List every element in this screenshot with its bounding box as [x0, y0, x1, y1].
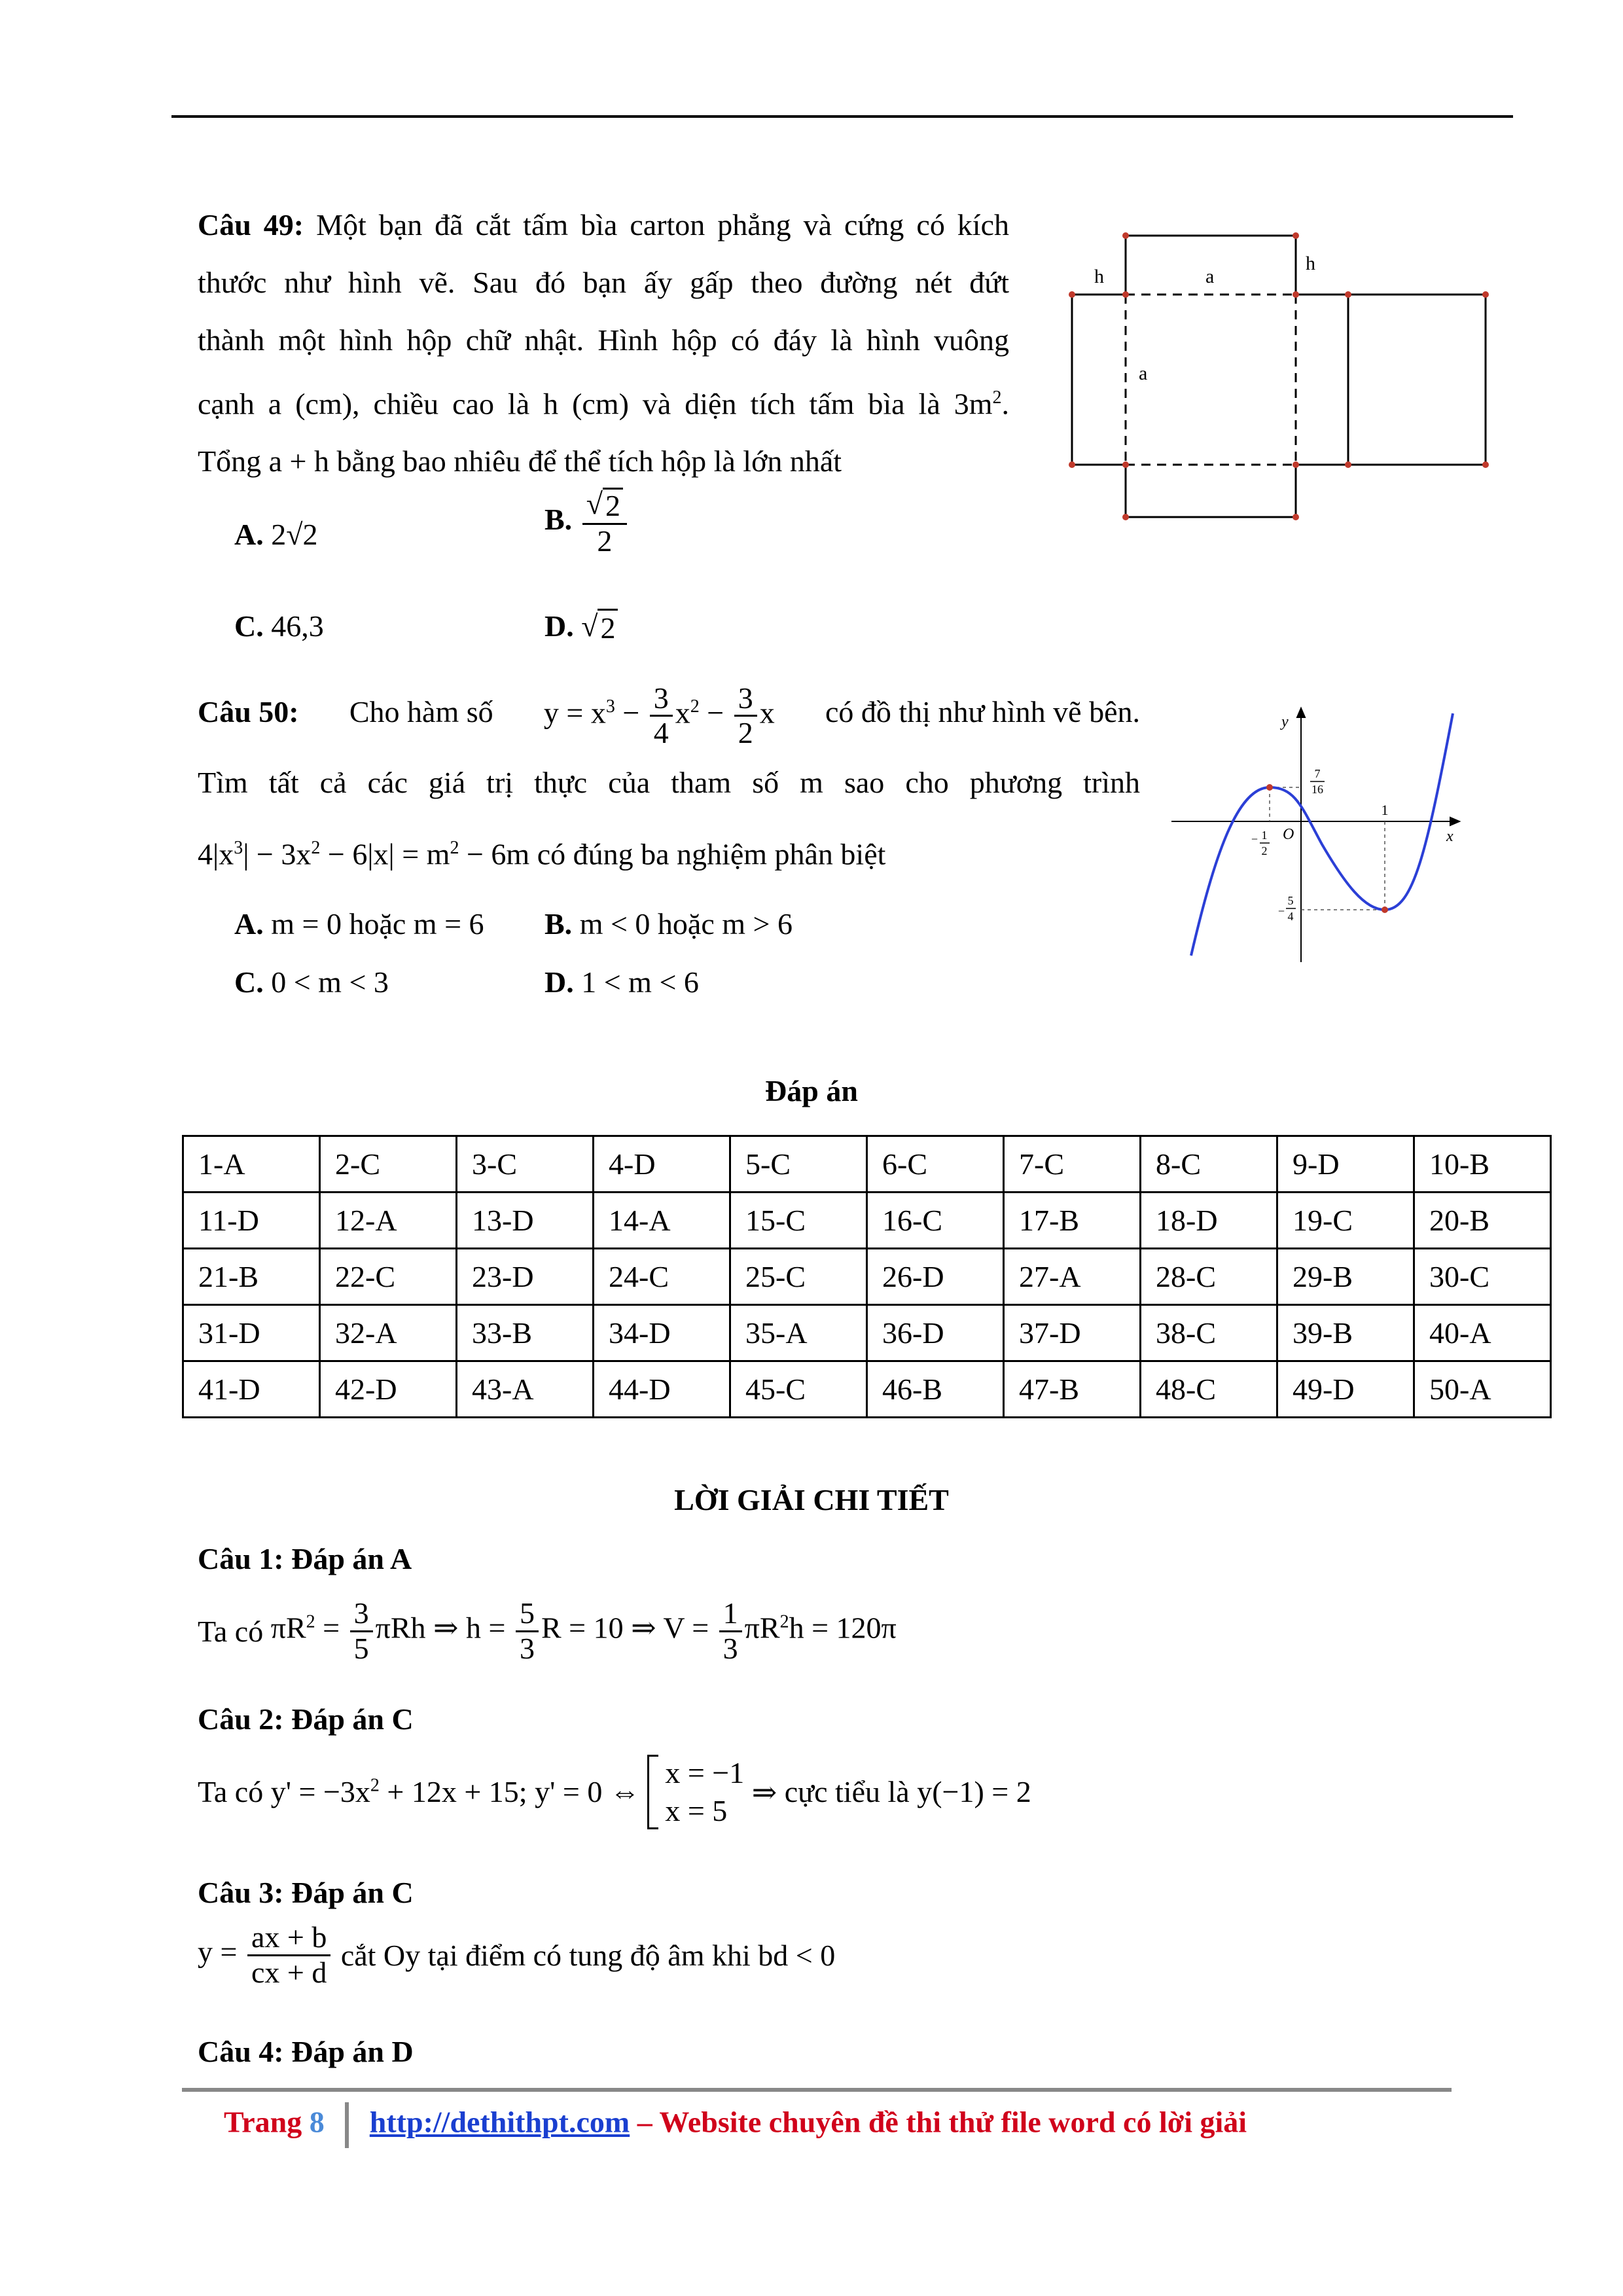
- svg-text:7: 7: [1314, 767, 1321, 780]
- answer-cell: 44-D: [594, 1361, 730, 1418]
- solution-3-body: y = $\frac{ax + b}{cx + d}$ cắt Oy tại điểm có tung độ âm khi bd < 0: [198, 1920, 836, 1989]
- answer-cell: 37-D: [1004, 1305, 1141, 1361]
- answer-cell: 21-B: [183, 1249, 320, 1305]
- q50-option-c: C. 0 < m < 3: [234, 965, 389, 999]
- answers-row: [183, 1136, 1551, 1193]
- answer-cell: 12-A: [320, 1193, 457, 1249]
- question-49: [198, 196, 1009, 490]
- answers-title: Đáp án: [765, 1074, 858, 1107]
- q49-line-5: Tổng a + h bằng bao nhiêu để thể tích hộp là lớn nhất: [198, 444, 842, 478]
- q49-option-c: C. 46,3: [234, 609, 324, 643]
- q49-option-d: D. √ 2: [544, 609, 618, 645]
- footer-tagline: – Website chuyên đề thi thử file word có lời giải: [637, 2105, 1247, 2139]
- answer-cell: 42-D: [320, 1361, 457, 1418]
- answer-cell: 26-D: [867, 1249, 1004, 1305]
- svg-text:5: 5: [1287, 894, 1294, 907]
- solution-1-heading: Câu 1: Đáp án A: [198, 1542, 412, 1575]
- answer-cell: 31-D: [183, 1305, 320, 1361]
- cubic-graph: [1165, 694, 1466, 969]
- solution-2-body: Ta có $y' = -3x^2 + 12x + 15$; y' = 0 ⇔ x = −1 x = 5 ⇒ cực tiểu là y(−1) = 2: [198, 1754, 1031, 1829]
- answers-row: [183, 1249, 1551, 1305]
- svg-text:4: 4: [1287, 910, 1294, 923]
- answer-cell: 38-C: [1141, 1305, 1277, 1361]
- fig-label-h-right: h: [1306, 253, 1315, 274]
- q50-line-3: $4|x^3| - 3x^2 - 6|x| = m^2 - 6m$ có đúng ba nghiệm phân biệt: [198, 837, 886, 871]
- q50-label: Câu 50:: [198, 694, 299, 728]
- answer-cell: 4-D: [594, 1136, 730, 1193]
- answer-cell: 45-C: [730, 1361, 867, 1418]
- answer-cell: 19-C: [1277, 1193, 1414, 1249]
- q50-option-a: A. m = 0 hoặc m = 6: [234, 907, 484, 941]
- answer-cell: 15-C: [730, 1193, 867, 1249]
- q49-label: Câu 49:: [198, 208, 304, 242]
- solution-1-body: Ta có $\pi R^2$ = $\frac{3}{5}$ πRh ⇒ h = $\frac{5}{3}$ R = 10 ⇒ V = $\frac{1}{3}$ $\pi R^2h = 120\pi$: [198, 1596, 897, 1665]
- footer-link[interactable]: http://dethithpt.com: [369, 2105, 630, 2139]
- fig-label-a-top: a: [1205, 266, 1215, 287]
- answer-cell: 18-D: [1141, 1193, 1277, 1249]
- answer-cell: 1-A: [183, 1136, 320, 1193]
- q50-line-2: Tìm tất cả các giá trị thực của tham số m sao cho phương trình: [198, 765, 1140, 799]
- answer-cell: 27-A: [1004, 1249, 1141, 1305]
- q49-line-4: cạnh a (cm), chiều cao là h (cm) và diện tích tấm bìa là $3m^2$.: [198, 387, 1009, 421]
- q49-option-b: B. √ 2 2: [544, 488, 630, 558]
- svg-text:2: 2: [1261, 844, 1268, 857]
- svg-text:16: 16: [1311, 783, 1323, 796]
- answer-cell: 50-A: [1414, 1361, 1551, 1418]
- q49-line-3: thành một hình hộp chữ nhật. Hình hộp có đáy là hình vuông: [198, 323, 1009, 357]
- axis-label-x: x: [1446, 828, 1454, 845]
- answer-cell: 39-B: [1277, 1305, 1414, 1361]
- cubic-curve: [1191, 713, 1453, 956]
- answer-cell: 13-D: [457, 1193, 594, 1249]
- answer-cell: 25-C: [730, 1249, 867, 1305]
- q50-option-b: B. m < 0 hoặc m > 6: [544, 907, 793, 941]
- svg-text:−: −: [1251, 833, 1258, 846]
- svg-text:−: −: [1277, 905, 1285, 918]
- answer-cell: 30-C: [1414, 1249, 1551, 1305]
- top-rule: [171, 115, 1513, 118]
- answer-cell: 47-B: [1004, 1361, 1141, 1418]
- svg-text:1: 1: [1261, 829, 1268, 842]
- answers-table: [182, 1135, 1552, 1418]
- answer-cell: 20-B: [1414, 1193, 1551, 1249]
- answer-cell: 8-C: [1141, 1136, 1277, 1193]
- svg-text:1: 1: [1381, 802, 1389, 818]
- answer-cell: 48-C: [1141, 1361, 1277, 1418]
- answer-cell: 22-C: [320, 1249, 457, 1305]
- footer: [224, 2102, 1247, 2148]
- answers-row: [183, 1305, 1551, 1361]
- answer-cell: 49-D: [1277, 1361, 1414, 1418]
- answer-cell: 43-A: [457, 1361, 594, 1418]
- footer-page-number: 8: [309, 2105, 325, 2139]
- carton-net-figure: [1060, 223, 1518, 537]
- answer-cell: 11-D: [183, 1193, 320, 1249]
- origin-label: O: [1283, 826, 1294, 843]
- question-50: Câu 50: Cho hàm số $y = x^3$ − $\frac{3}{4}$ $x^2$ − $\frac{3}{2}$ x có đồ thị như hình vẽ bên. Tìm tất cả các giá trị thực của tham số m sao cho phương trình $4|x^3| - 3x^2 - 6|x| = m^2 - 6m$ có đúng ba nghiệm phân biệt: [198, 674, 1140, 887]
- answer-cell: 16-C: [867, 1193, 1004, 1249]
- answer-cell: 14-A: [594, 1193, 730, 1249]
- answer-cell: 7-C: [1004, 1136, 1141, 1193]
- answer-cell: 35-A: [730, 1305, 867, 1361]
- answer-cell: 41-D: [183, 1361, 320, 1418]
- solution-2-heading: Câu 2: Đáp án C: [198, 1702, 414, 1736]
- answer-cell: 36-D: [867, 1305, 1004, 1361]
- q49-line-2: thước như hình vẽ. Sau đó bạn ấy gấp theo đường nét đứt: [198, 266, 1009, 299]
- fig-label-a-side: a: [1139, 363, 1148, 384]
- q49-line-1: Một bạn đã cắt tấm bìa carton phẳng và cứng có kích: [316, 208, 1009, 242]
- answer-cell: 6-C: [867, 1136, 1004, 1193]
- axis-label-y: y: [1281, 713, 1289, 730]
- answer-cell: 34-D: [594, 1305, 730, 1361]
- answer-cell: 29-B: [1277, 1249, 1414, 1305]
- answer-cell: 2-C: [320, 1136, 457, 1193]
- answer-cell: 28-C: [1141, 1249, 1277, 1305]
- footer-rule: [182, 2088, 1452, 2092]
- answer-cell: 5-C: [730, 1136, 867, 1193]
- answer-cell: 24-C: [594, 1249, 730, 1305]
- answer-cell: 17-B: [1004, 1193, 1141, 1249]
- answer-cell: 10-B: [1414, 1136, 1551, 1193]
- answer-cell: 9-D: [1277, 1136, 1414, 1193]
- footer-page-label: Trang: [224, 2105, 302, 2139]
- answers-row: [183, 1361, 1551, 1418]
- answer-cell: 3-C: [457, 1136, 594, 1193]
- fig-label-h-left: h: [1094, 266, 1104, 287]
- answer-cell: 33-B: [457, 1305, 594, 1361]
- answers-row: [183, 1193, 1551, 1249]
- solutions-title: LỜI GIẢI CHI TIẾT: [674, 1483, 949, 1516]
- solution-4-heading: Câu 4: Đáp án D: [198, 2035, 414, 2068]
- q50-option-d: D. 1 < m < 6: [544, 965, 699, 999]
- answer-cell: 23-D: [457, 1249, 594, 1305]
- answer-cell: 46-B: [867, 1361, 1004, 1418]
- answer-cell: 40-A: [1414, 1305, 1551, 1361]
- q49-option-a: A. 2√2: [234, 518, 318, 551]
- solution-3-heading: Câu 3: Đáp án C: [198, 1876, 414, 1909]
- answer-cell: 32-A: [320, 1305, 457, 1361]
